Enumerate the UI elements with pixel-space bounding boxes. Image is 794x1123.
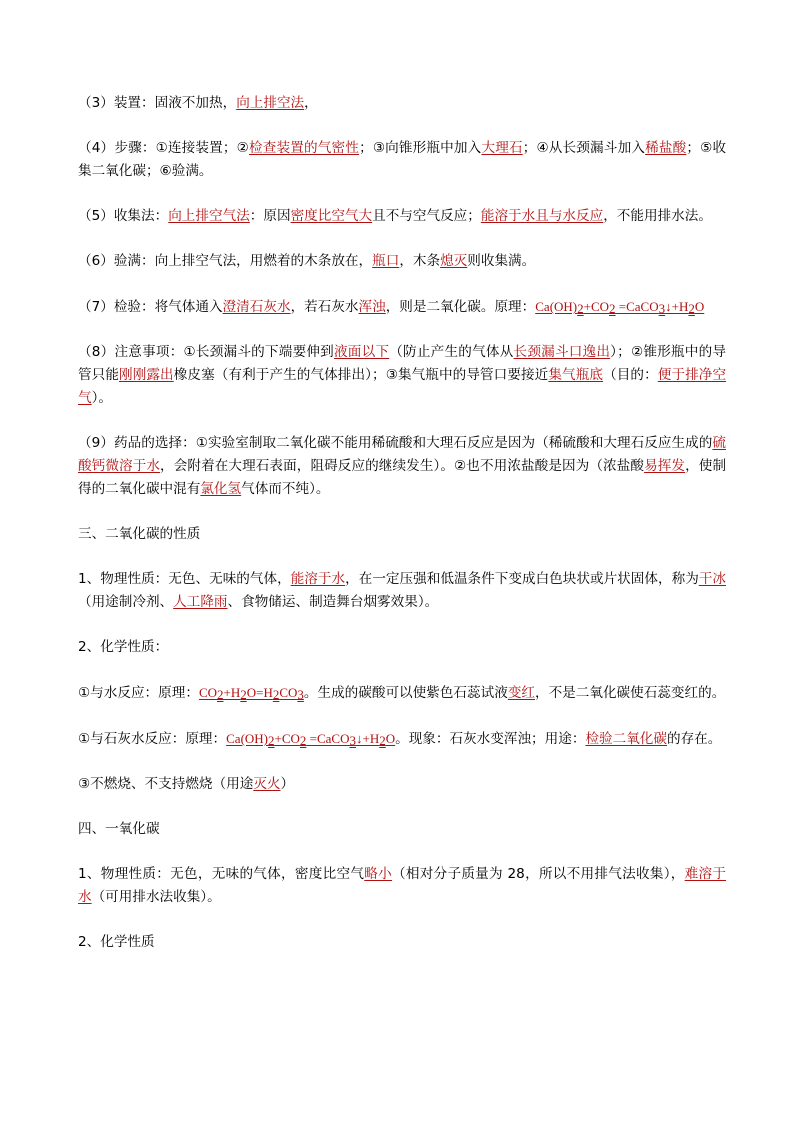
underlined-answer: 3: [349, 733, 356, 748]
underlined-answer: 检验二氧化碳: [585, 731, 667, 747]
text-run: 、食物储运、制造舞台烟雾效果）。: [227, 594, 439, 610]
text-run: 三、二氧化碳的性质: [78, 526, 201, 542]
underlined-answer: 人工降雨: [173, 594, 228, 610]
text-run: ，不是二氧化碳使石蕊变红的。: [535, 685, 726, 701]
section-heading: [78, 818, 726, 841]
text-run: （7）检验：将气体通入: [78, 299, 223, 315]
paragraph-c2a: [78, 681, 726, 705]
text-run: ，: [304, 95, 318, 111]
underlined-answer: 氯化氢: [200, 481, 242, 497]
text-run: ；④从长颈漏斗加入: [522, 140, 646, 156]
text-run: （用途制冷剂、: [78, 594, 174, 610]
underlined-answer: 熄灭: [440, 253, 468, 269]
underlined-answer: O=H: [246, 685, 273, 700]
underlined-answer: =CaCO: [615, 299, 659, 314]
underlined-answer: 灭火: [253, 776, 281, 792]
paragraph-p7: [78, 295, 726, 319]
text-run: 2、化学性质: [78, 934, 155, 950]
underlined-answer: 3: [658, 301, 666, 316]
text-run: ，在一定压强和低温条件下变成白色块状或片状固体，称为: [345, 571, 699, 587]
underlined-answer: 2: [609, 301, 616, 316]
text-run: （9）药品的选择：①实验室制取二氧化碳不能用稀硫酸和大理石反应是因为（稀硫酸和大理石反应生成的: [78, 435, 713, 451]
text-run: （8）注意事项：①长颈漏斗的下端要伸到: [78, 344, 334, 360]
underlined-answer: 向上排空法: [236, 95, 305, 111]
underlined-answer: ↓+H: [356, 731, 380, 746]
text-run: ）。: [91, 390, 112, 406]
text-run: ，则是二氧化碳。原理：: [385, 299, 536, 315]
underlined-answer: 能溶于水: [290, 571, 346, 587]
underlined-answer: 长颈漏斗口逸出: [513, 344, 611, 360]
underlined-answer: 检查装置的气密性: [249, 140, 360, 156]
text-run: ，不能用排水法。: [603, 208, 712, 224]
underlined-answer: +CO: [583, 299, 610, 314]
underlined-answer: Ca(OH): [226, 731, 269, 746]
text-run: 的存在。: [667, 731, 722, 747]
text-run: ，使制得的二氧化碳中混有: [78, 458, 727, 497]
underlined-answer: CO: [279, 685, 298, 700]
paragraph-c1: [78, 568, 726, 614]
underlined-answer: CO: [198, 685, 217, 700]
text-run: 2、化学性质：: [78, 639, 169, 655]
underlined-answer: 2: [379, 733, 386, 748]
text-run: （3）装置：固液不加热，: [78, 95, 237, 111]
text-run: （可用排水法收集）。: [91, 889, 221, 905]
underlined-answer: +CO: [274, 731, 300, 746]
underlined-answer: 变红: [507, 685, 535, 701]
paragraph-p9: [78, 432, 726, 501]
underlined-answer: =CaCO: [306, 731, 350, 746]
underlined-answer: 2: [268, 733, 275, 748]
underlined-answer: 略小: [364, 866, 392, 882]
text-run: ，会附着在大理石表面，阻碍反应的继续发生）。②也不用浓盐酸是因为（浓盐酸: [160, 458, 645, 474]
underlined-answer: 2: [240, 687, 247, 702]
paragraph-c2: [78, 636, 726, 659]
underlined-answer: 干冰: [698, 571, 727, 587]
paragraph-c2c: [78, 773, 726, 796]
text-run: 则收集满。: [467, 253, 536, 269]
underlined-answer: 难溶于水: [78, 866, 726, 905]
underlined-answer: 2: [299, 733, 307, 748]
underlined-answer: 便于排净空气: [78, 367, 727, 406]
underlined-answer: O: [385, 731, 396, 746]
paragraph-d1: [78, 863, 726, 909]
underlined-answer: 浑浊: [358, 299, 386, 315]
underlined-answer: 液面以下: [334, 344, 390, 360]
underlined-answer: 向上排空气法: [168, 208, 250, 224]
underlined-answer: 集气瓶底: [548, 367, 604, 383]
underlined-answer: 3: [297, 687, 304, 702]
text-run: （相对分子质量为 28，所以不用排气法收集），: [391, 866, 685, 882]
text-run: 四、一氧化碳: [78, 821, 160, 837]
paragraph-d2: [78, 931, 726, 954]
text-run: 1、物理性质：无色、无味的气体，: [78, 571, 291, 587]
text-run: （防止产生的气体从: [389, 344, 514, 360]
text-run: ，木条: [399, 253, 441, 269]
paragraph-p8: [78, 341, 726, 410]
text-run: （目的：: [603, 367, 658, 383]
text-run: 。现象：石灰水变浑浊；用途：: [395, 731, 586, 747]
text-run: 1、物理性质：无色，无味的气体，密度比空气: [78, 866, 365, 882]
text-run: ；⑤收集二氧化碳；⑥验满。: [78, 140, 727, 179]
text-run: （5）收集法：: [78, 208, 169, 224]
text-run: ；③向锥形瓶中加入: [359, 140, 482, 156]
paragraph-c2b: [78, 727, 726, 751]
underlined-answer: +H: [223, 685, 241, 700]
text-run: ，若石灰水: [290, 299, 359, 315]
underlined-answer: 硫酸钙微溶于水: [78, 435, 726, 474]
text-run: （6）验满：向上排空气法，用燃着的木条放在，: [78, 253, 373, 269]
document-page: [78, 92, 726, 976]
text-run: 。生成的碳酸可以使紫色石蕊试液: [303, 685, 508, 701]
text-run: 且不与空气反应；: [372, 208, 481, 224]
underlined-answer: 澄清石灰水: [222, 299, 291, 315]
paragraph-p6: [78, 250, 726, 273]
underlined-answer: 2: [577, 301, 584, 316]
text-run: ）: [280, 776, 295, 792]
underlined-answer: Ca(OH): [535, 299, 578, 314]
paragraph-p5: [78, 205, 726, 228]
section-heading: [78, 523, 726, 546]
text-run: ①与石灰水反应：原理：: [78, 731, 227, 747]
text-run: 橡皮塞（有利于产生的气体排出）；③集气瓶中的导管口要接近: [173, 367, 549, 383]
underlined-answer: 刚刚露出: [119, 367, 174, 383]
underlined-answer: 2: [217, 687, 224, 702]
text-run: ①与水反应：原理：: [78, 685, 199, 701]
text-run: ：原因: [249, 208, 291, 224]
underlined-answer: 2: [272, 687, 280, 702]
text-run: 气体而不纯）。: [241, 481, 330, 497]
text-run: ③不燃烧、不支持燃烧（用途: [78, 776, 254, 792]
underlined-answer: O: [694, 299, 705, 314]
underlined-answer: 易挥发: [644, 458, 686, 474]
text-run: ）；②锥形瓶中的导管只能: [78, 344, 727, 383]
underlined-answer: 大理石: [481, 140, 523, 156]
underlined-answer: 能溶于水且与水反应: [480, 208, 604, 224]
underlined-answer: 稀盐酸: [645, 140, 687, 156]
underlined-answer: 密度比空气大: [290, 208, 373, 224]
underlined-answer: ↓+H: [665, 299, 689, 314]
paragraph-p4: [78, 137, 726, 183]
underlined-answer: 2: [688, 301, 695, 316]
underlined-answer: 瓶口: [372, 253, 400, 269]
paragraph-p3: [78, 92, 726, 115]
text-run: （4）步骤：①连接装置；②: [78, 140, 250, 156]
